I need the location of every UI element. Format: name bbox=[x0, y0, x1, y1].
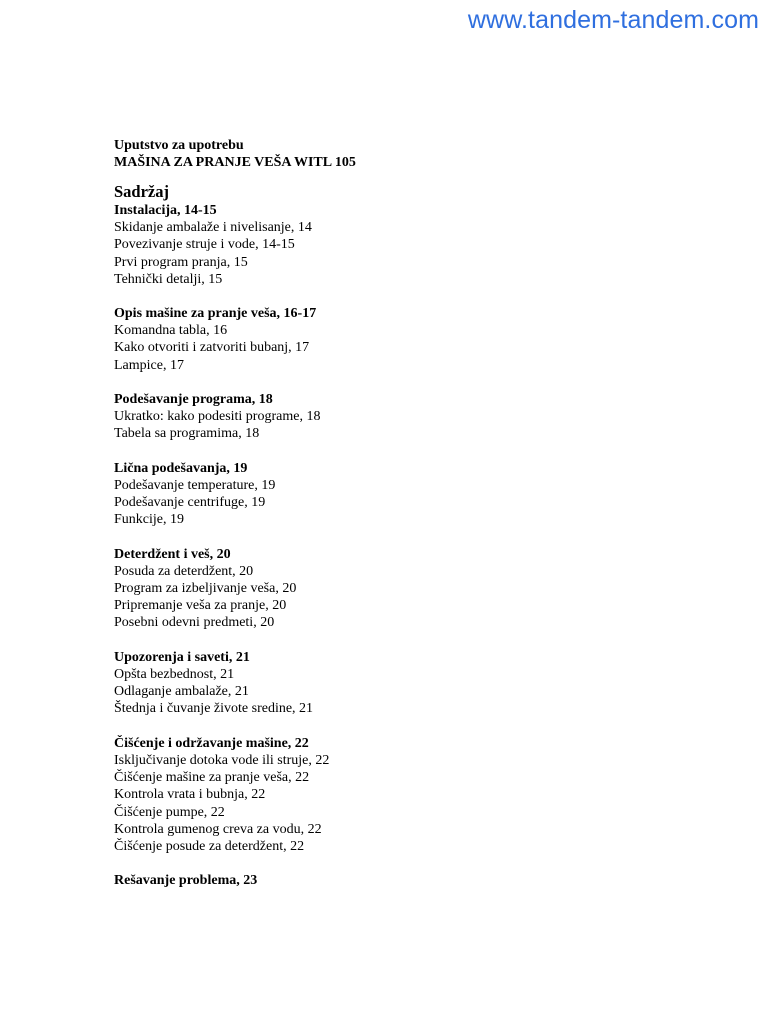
document-header bbox=[114, 137, 714, 171]
toc-entry: Odlaganje ambalaže, 21 bbox=[114, 684, 249, 700]
toc-entry: Tabela sa programima, 18 bbox=[114, 426, 260, 442]
toc-section bbox=[114, 202, 714, 288]
toc-section-title: Čišćenje i održavanje mašine, 22 bbox=[114, 735, 309, 751]
toc-entry: Prvi program pranja, 15 bbox=[114, 254, 248, 270]
toc-section-title: Podešavanje programa, 18 bbox=[114, 392, 273, 408]
toc-entry: Čišćenje pumpe, 22 bbox=[114, 804, 225, 820]
toc-entry: Skidanje ambalaže i nivelisanje, 14 bbox=[114, 220, 312, 235]
toc-entry: Kontrola gumenog creva za vodu, 22 bbox=[114, 821, 322, 837]
toc-entry: Opšta bezbednost, 21 bbox=[114, 666, 235, 682]
toc-section-title: Lična podešavanja, 19 bbox=[114, 460, 248, 476]
toc-entry: Povezivanje struje i vode, 14-15 bbox=[114, 237, 295, 253]
toc-entry: Ukratko: kako podesiti programe, 18 bbox=[114, 409, 321, 425]
toc-section-list bbox=[114, 202, 714, 889]
toc-section bbox=[114, 305, 714, 374]
toc-entry: Posebni odevni predmeti, 20 bbox=[114, 615, 275, 631]
toc-entry: Tehnički detalji, 15 bbox=[114, 271, 223, 287]
toc-entry: Štednja i čuvanje živote sredine, 21 bbox=[114, 701, 314, 717]
toc-entry: Kontrola vrata i bubnja, 22 bbox=[114, 787, 266, 803]
toc-entry: Kako otvoriti i zatvoriti bubanj, 17 bbox=[114, 340, 310, 356]
toc-section bbox=[114, 735, 714, 856]
toc-entry: Komandna tabla, 16 bbox=[114, 323, 228, 339]
toc-heading: Sadržaj bbox=[114, 182, 169, 201]
toc-entry: Funkcije, 19 bbox=[114, 512, 184, 528]
toc-entry: Podešavanje centrifuge, 19 bbox=[114, 494, 266, 510]
toc-section bbox=[114, 546, 714, 632]
document-body bbox=[114, 137, 714, 906]
toc-section-title: Opis mašine za pranje veša, 16-17 bbox=[114, 306, 317, 322]
manual-title: Uputstvo za upotrebu bbox=[114, 138, 244, 153]
toc-entry: Lampice, 17 bbox=[114, 357, 184, 373]
toc-entry: Čišćenje mašine za pranje veša, 22 bbox=[114, 769, 310, 785]
website-link[interactable]: www.tandem-tandem.com bbox=[467, 6, 759, 34]
toc-section-title: Upozorenja i saveti, 21 bbox=[114, 649, 250, 665]
toc-section bbox=[114, 460, 714, 529]
toc-section-title: Deterdžent i veš, 20 bbox=[114, 546, 231, 562]
toc-entry: Pripremanje veša za pranje, 20 bbox=[114, 598, 287, 614]
toc-section-title: Instalacija, 14-15 bbox=[114, 203, 217, 218]
toc-section-title: Rešavanje problema, 23 bbox=[114, 873, 258, 889]
toc-entry: Posuda za deterdžent, 20 bbox=[114, 563, 254, 579]
product-title: MAŠINA ZA PRANJE VEŠA WITL 105 bbox=[114, 155, 356, 170]
toc-section bbox=[114, 391, 714, 443]
toc-entry: Isključivanje dotoka vode ili struje, 22 bbox=[114, 752, 330, 768]
toc-section bbox=[114, 649, 714, 718]
toc-entry: Program za izbeljivanje veša, 20 bbox=[114, 580, 297, 596]
toc-section bbox=[114, 872, 714, 889]
toc-entry: Podešavanje temperature, 19 bbox=[114, 477, 276, 493]
toc-entry: Čišćenje posude za deterdžent, 22 bbox=[114, 839, 305, 855]
